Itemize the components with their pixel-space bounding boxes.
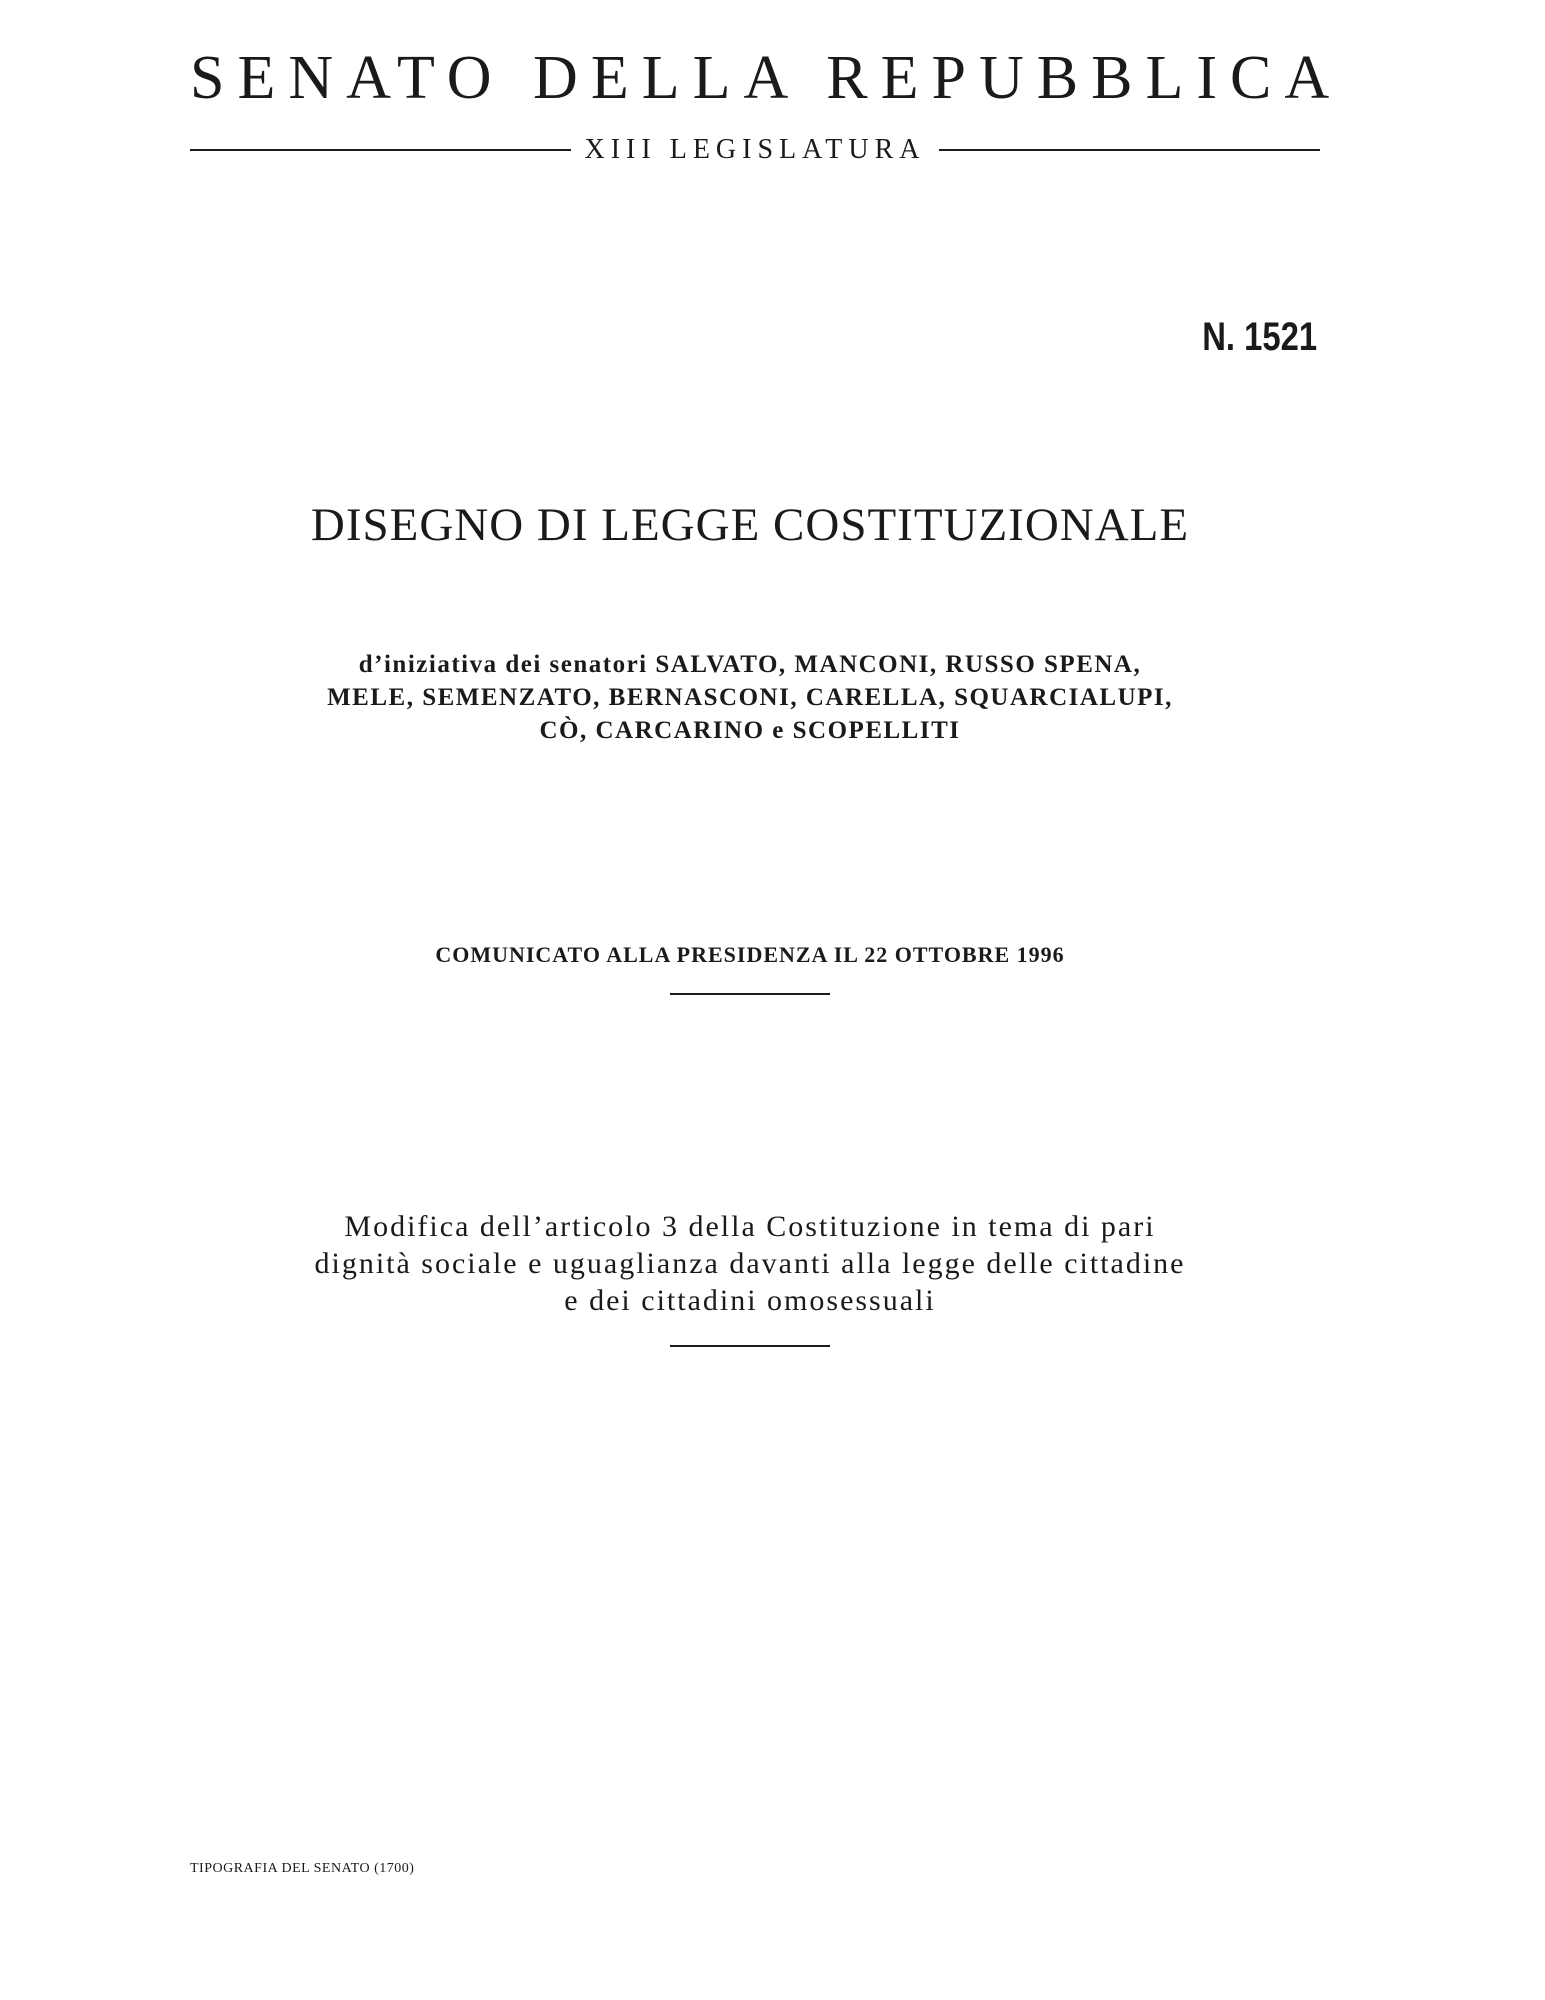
right-divider <box>939 149 1320 151</box>
bill-subject <box>0 1208 1500 1319</box>
document-type-title: DISEGNO DI LEGGE COSTITUZIONALE <box>310 499 1190 551</box>
initiative-line: CÒ, CARCARINO e SCOPELLITI <box>539 717 961 744</box>
section-divider <box>670 1345 830 1347</box>
initiative-block <box>0 648 1500 747</box>
left-divider <box>190 149 571 151</box>
institution-title: SENATO DELLA REPUBBLICA <box>190 44 1343 112</box>
initiative-line: MELE, SEMENZATO, BERNASCONI, CARELLA, SQUARCIALUPI, <box>327 684 1173 711</box>
initiative-line: d’iniziativa dei senatori SALVATO, MANCONI, RUSSO SPENA, <box>358 651 1142 678</box>
subject-line: Modifica dell’articolo 3 della Costituzione in tema di pari <box>344 1210 1156 1243</box>
legislature-row <box>190 130 1320 170</box>
subject-line: dignità sociale e uguaglianza davanti alla legge delle cittadine <box>314 1247 1186 1280</box>
section-divider <box>670 993 830 995</box>
printer-imprint: TIPOGRAFIA DEL SENATO (1700) <box>190 1861 415 1876</box>
communication-date: COMUNICATO ALLA PRESIDENZA IL 22 OTTOBRE 1996 <box>435 942 1065 967</box>
subject-line: e dei cittadini omosessuali <box>564 1284 936 1317</box>
legislature-label: XIII LEGISLATURA <box>584 134 926 165</box>
document-number: N. 1521 <box>1202 315 1317 359</box>
